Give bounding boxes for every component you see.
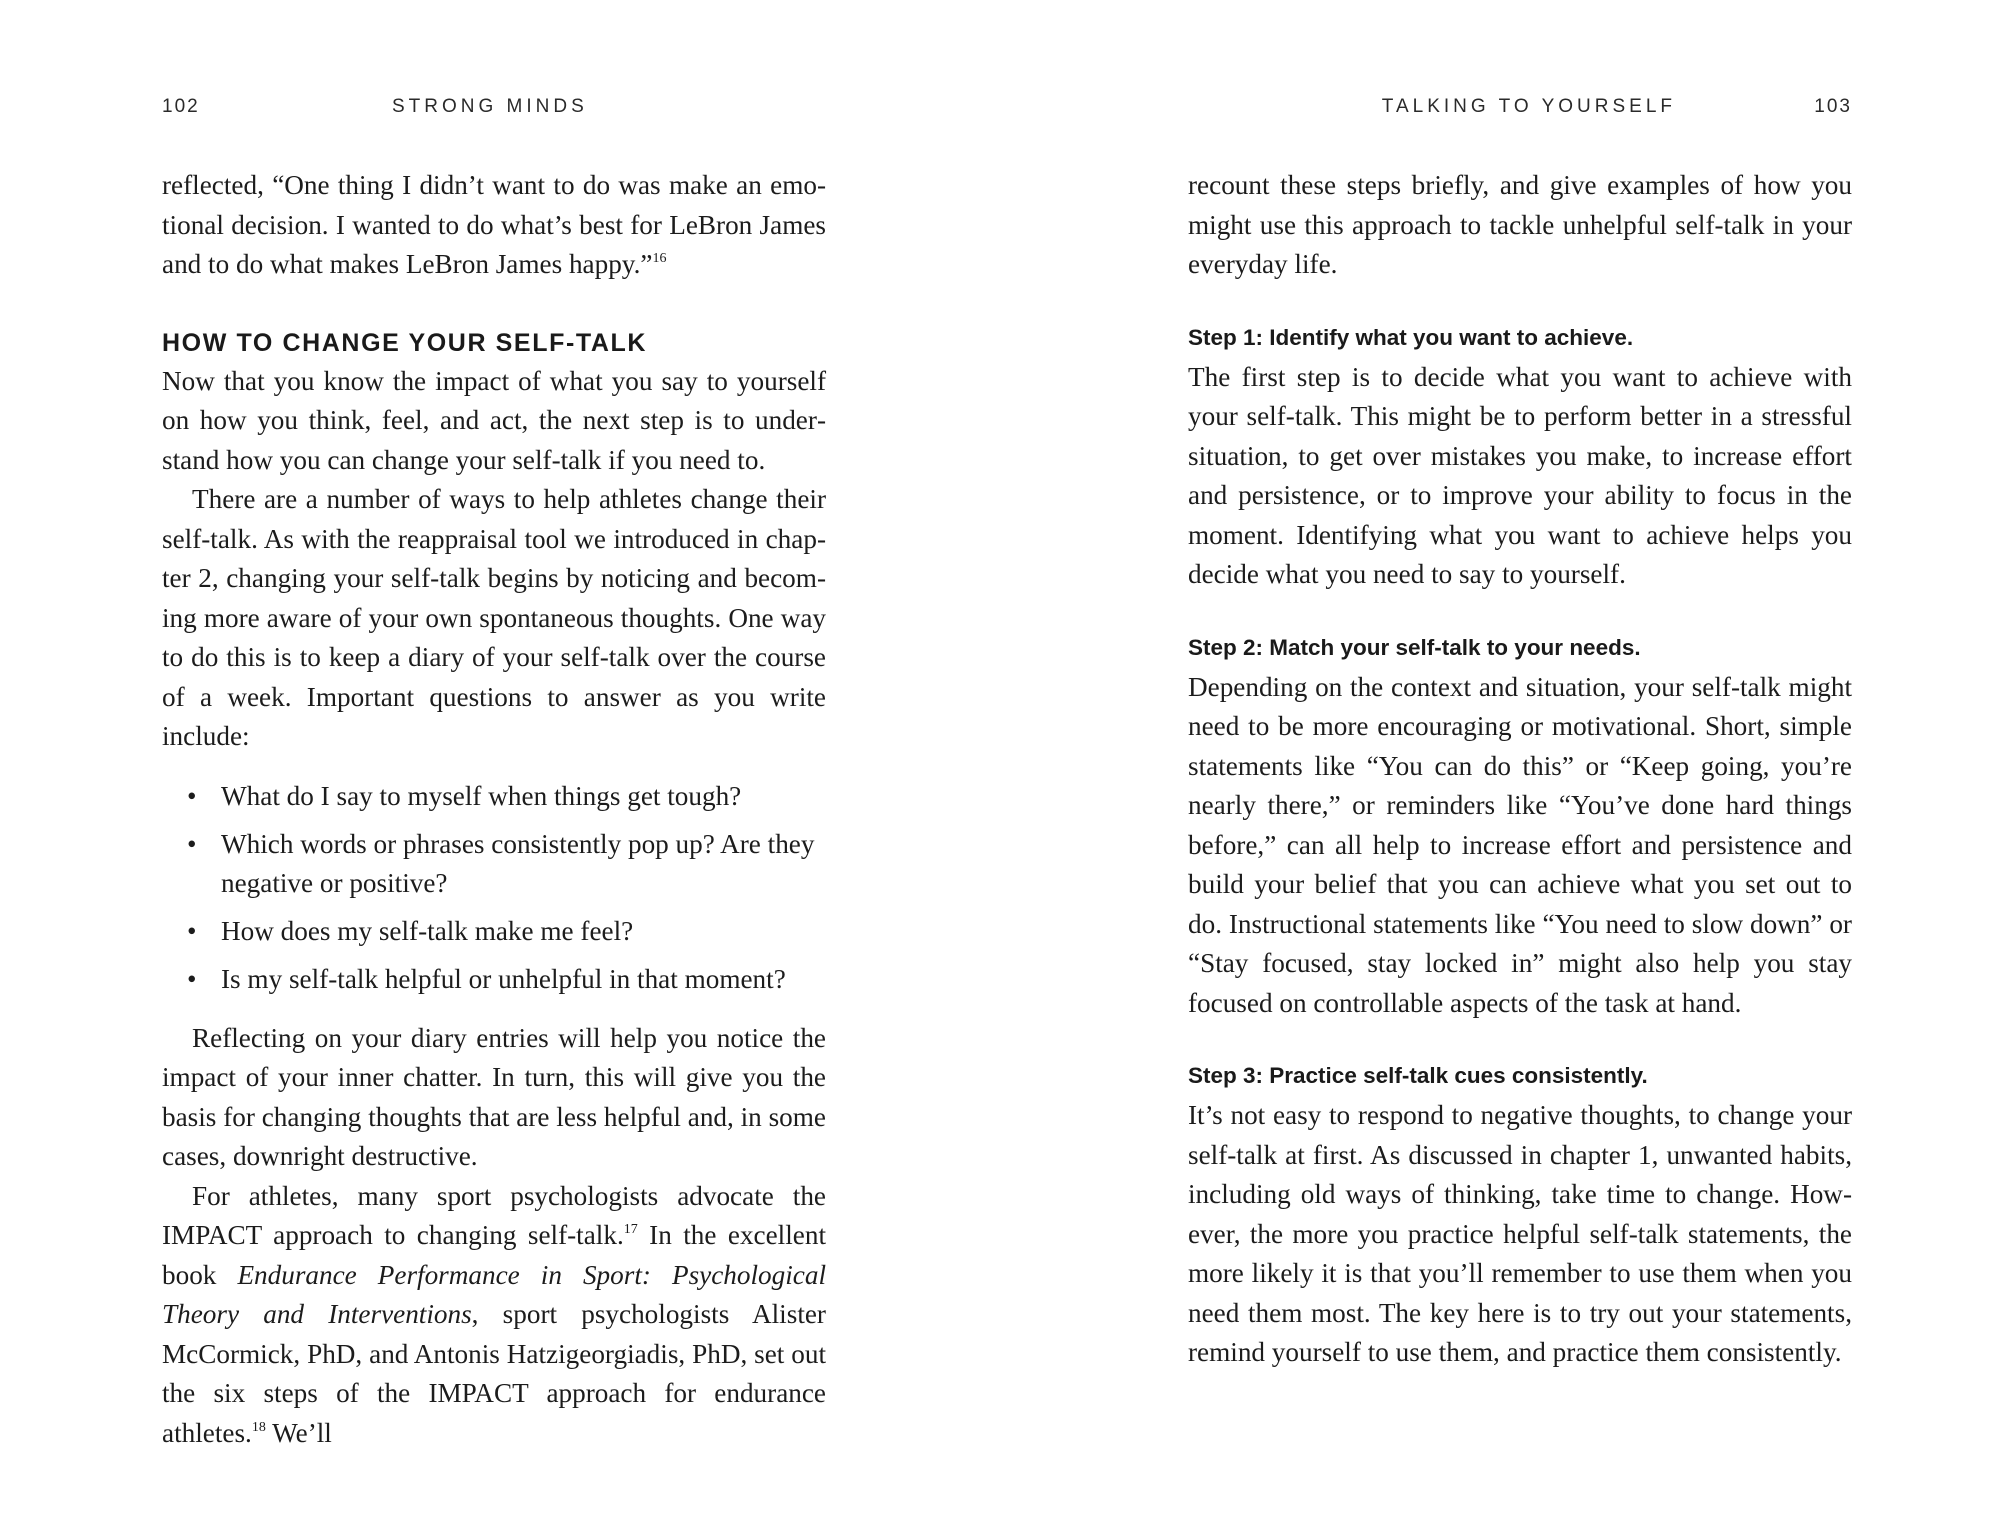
list-item: • Which words or phrases consistently pop up? Are they negative or positive? bbox=[221, 825, 826, 903]
left-running-head bbox=[162, 96, 826, 120]
step-2-text: Depending on the context and situation, your self-talk might need to be more encouraging or motivational. Short, simple statements like “You can do this” or “Keep going, you’re nearly there,” or reminders like “You’ve done hard things before,” can all help to increase effort and persistence and build your belief that you can achieve what you set out to do. Instructional statements like “You need to slow down” or “Stay focused, stay locked in” might also help you stay focused on controllable aspects of the task at hand. bbox=[1188, 671, 1852, 1018]
paragraph-5: For athletes, many sport psychologists advocate the IMPACT approach to changing self-talk.$^{17}$ In the excellent book Endurance Performance in Sport: Psychological Theory and Interventions, sport psychologists Alister McCormick, PhD, and Antonis Hatzigeorgiadis, PhD, set out the six steps of the IMPACT approach for endurance athletes.$^{18}$ We’ll bbox=[162, 1180, 827, 1448]
step-1-heading: Step 1: Identify what you want to achieve. bbox=[1188, 324, 1634, 350]
paragraph-2: Now that you know the impact of what you say to yourself on how you think, feel, and act, the next step is to understand how you can change your self-talk if you need to. bbox=[162, 365, 826, 475]
running-title-right: TALKING TO YOURSELF bbox=[1381, 96, 1676, 117]
paragraph-1: reflected, “One thing I didn’t want to do was make an emotional decision. I wanted to do what’s best for LeBron James and to do what makes LeBron James happy.”$^{16}$ bbox=[162, 170, 826, 279]
bullet-icon: • bbox=[187, 915, 197, 946]
list-item: • Is my self-talk helpful or unhelpful in that moment? bbox=[221, 960, 826, 999]
footnote-ref-18: 18 bbox=[251, 1419, 266, 1435]
footnote-ref-17: 17 bbox=[623, 1222, 638, 1237]
running-title-left: STRONG MINDS bbox=[392, 96, 588, 117]
right-running-head bbox=[1188, 96, 1852, 120]
page-number-left: 102 bbox=[162, 96, 200, 117]
right-body-text bbox=[1188, 166, 1852, 1373]
step-2-heading: Step 2: Match your self-talk to your needs. bbox=[1188, 634, 1641, 660]
book-title: Endurance Performance in Sport: Psychological Theory and Interventions bbox=[162, 1259, 827, 1329]
list-item: • What do I say to myself when things get tough? bbox=[221, 777, 826, 816]
question-list bbox=[162, 777, 826, 999]
page-number-right: 103 bbox=[1814, 96, 1852, 117]
paragraph-4: Reflecting on your diary entries will help you notice the impact of your inner chatter. In turn, this will give you the basis for changing thoughts that are less helpful and, in some cases, downright destructive. bbox=[162, 1022, 826, 1171]
step-1-text: The first step is to decide what you want to achieve with your self-talk. This might be to perform better in a stressful situation, to get over mistakes you make, to increase effort and persistence, or to improve your ability to focus in the moment. Identifying what you want to achieve helps you decide what you need to say to yourself. bbox=[1188, 361, 1852, 589]
bullet-icon: • bbox=[187, 780, 197, 811]
step-3-text: It’s not easy to respond to negative thoughts, to change your self-talk at first. As discussed in chapter 1, unwanted habits, including old ways of thinking, take time to change. However, the more you practice helpful self-talk statements, the more likely it is that you’ll remember to use them when you need them most. The key here is to try out your statements, remind yourself to use them, and practice them consistently. bbox=[1188, 1100, 1852, 1367]
left-body-text bbox=[162, 166, 826, 1453]
bullet-icon: • bbox=[187, 828, 197, 859]
list-item: • How does my self-talk make me feel? bbox=[221, 912, 826, 951]
intro-paragraph: recount these steps briefly, and give examples of how you might use this approach to tackle unhelpful self-talk in your everyday life. bbox=[1188, 170, 1852, 279]
left-page bbox=[162, 0, 826, 1529]
footnote-ref-16: 16 bbox=[652, 251, 667, 266]
paragraph-3: There are a number of ways to help athletes change their self-talk. As with the reappraisal tool we introduced in chapter 2, changing your self-talk begins by noticing and becoming more aware of your own spontaneous thoughts. One way to do this is to keep a diary of your self-talk over the course of a week. Important questions to answer as you write include: bbox=[162, 484, 826, 751]
bullet-icon: • bbox=[187, 963, 197, 994]
step-3-heading: Step 3: Practice self-talk cues consistently. bbox=[1188, 1063, 1648, 1088]
section-heading: HOW TO CHANGE YOUR SELF-TALK bbox=[162, 328, 648, 357]
right-page bbox=[1188, 0, 1852, 1529]
